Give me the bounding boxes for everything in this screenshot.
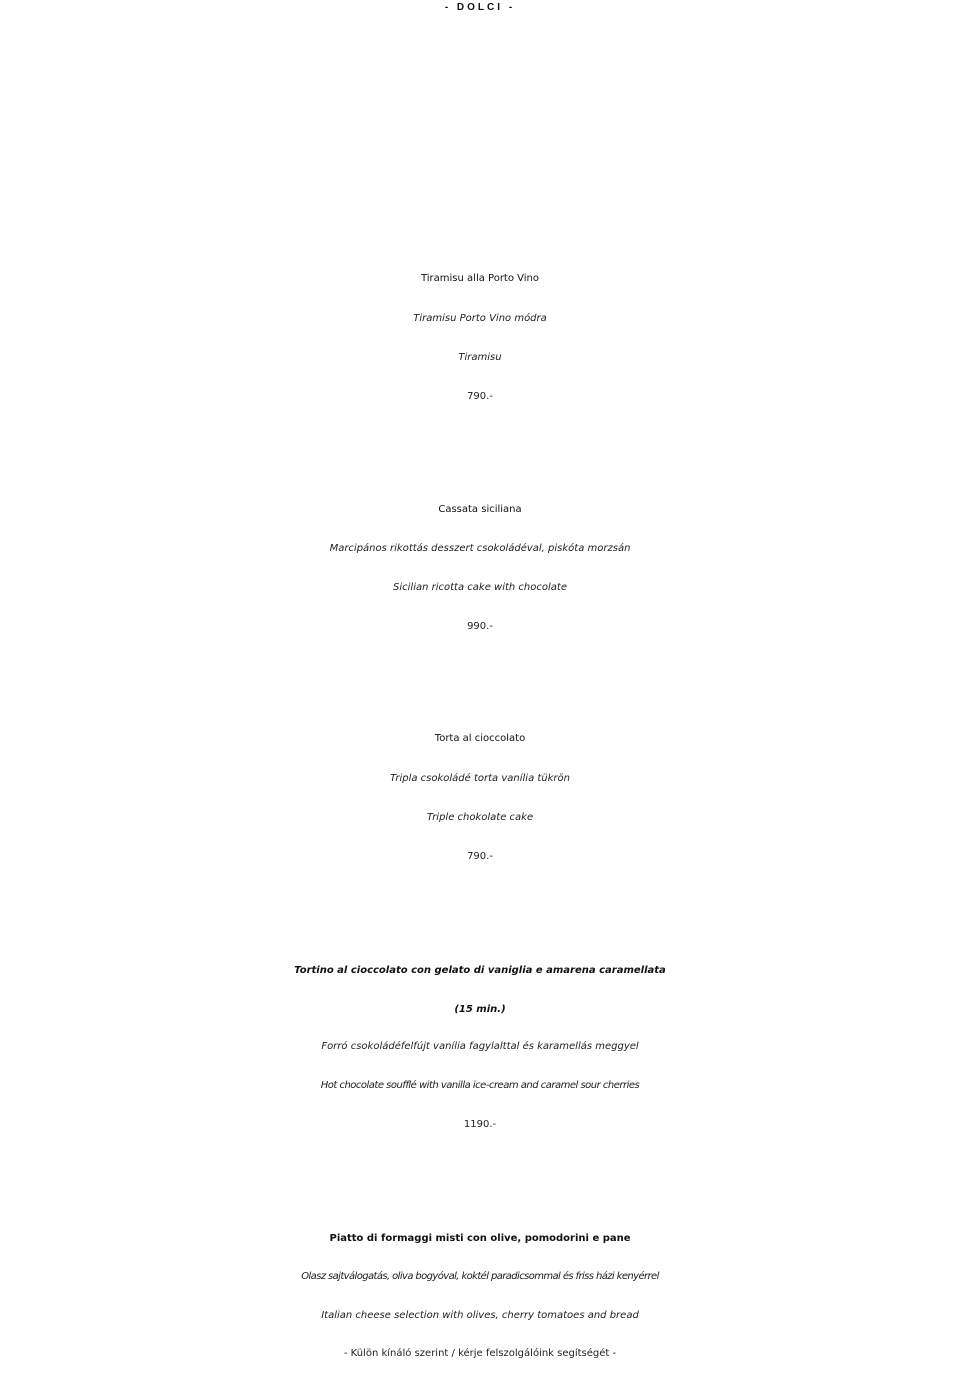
item-note-formaggi: - Külön kínáló szerint / kérje felszolgálóink segítségét - bbox=[343, 1348, 617, 1359]
item-price-tortino: 1190.- bbox=[463, 1119, 497, 1130]
item-desc-en-tortino: Hot chocolate soufflé with vanilla ice-cream and caramel sour cherries bbox=[320, 1080, 640, 1091]
item-name-formaggi: Piatto di formaggi misti con olive, pomodorini e pane bbox=[329, 1233, 631, 1244]
item-price-torta: 790.- bbox=[467, 851, 493, 862]
item-desc-en-formaggi: Italian cheese selection with olives, cherry tomatoes and bread bbox=[321, 1310, 639, 1321]
item-desc-en-tiramisu: Tiramisu bbox=[458, 352, 502, 363]
item-name-extra-tortino: (15 min.) bbox=[454, 1004, 506, 1015]
item-desc-hu-torta: Tripla csokoládé torta vanília tükrön bbox=[390, 773, 570, 784]
item-desc-en-cassata: Sicilian ricotta cake with chocolate bbox=[393, 582, 567, 593]
item-name-tiramisu: Tiramisu alla Porto Vino bbox=[420, 273, 540, 284]
section-heading: - DOLCI - bbox=[444, 2, 516, 13]
item-desc-hu-tiramisu: Tiramisu Porto Vino módra bbox=[413, 313, 547, 324]
item-price-cassata: 990.- bbox=[467, 621, 493, 632]
item-desc-hu-tortino: Forró csokoládéfelfújt vanília fagylalttal és karamellás meggyel bbox=[321, 1041, 639, 1052]
item-name-tortino: Tortino al cioccolato con gelato di vaniglia e amarena caramellata bbox=[294, 965, 666, 976]
item-name-torta: Torta al cioccolato bbox=[434, 733, 526, 744]
item-name-cassata: Cassata siciliana bbox=[438, 504, 522, 515]
item-price-tiramisu: 790.- bbox=[467, 391, 493, 402]
item-desc-hu-formaggi: Olasz sajtválogatás, oliva bogyóval, koktél paradicsommal és friss házi kenyérrel bbox=[301, 1271, 659, 1282]
item-desc-en-torta: Triple chokolate cake bbox=[426, 812, 534, 823]
item-desc-hu-cassata: Marcipános rikottás desszert csokoládéval, piskóta morzsán bbox=[329, 543, 631, 554]
